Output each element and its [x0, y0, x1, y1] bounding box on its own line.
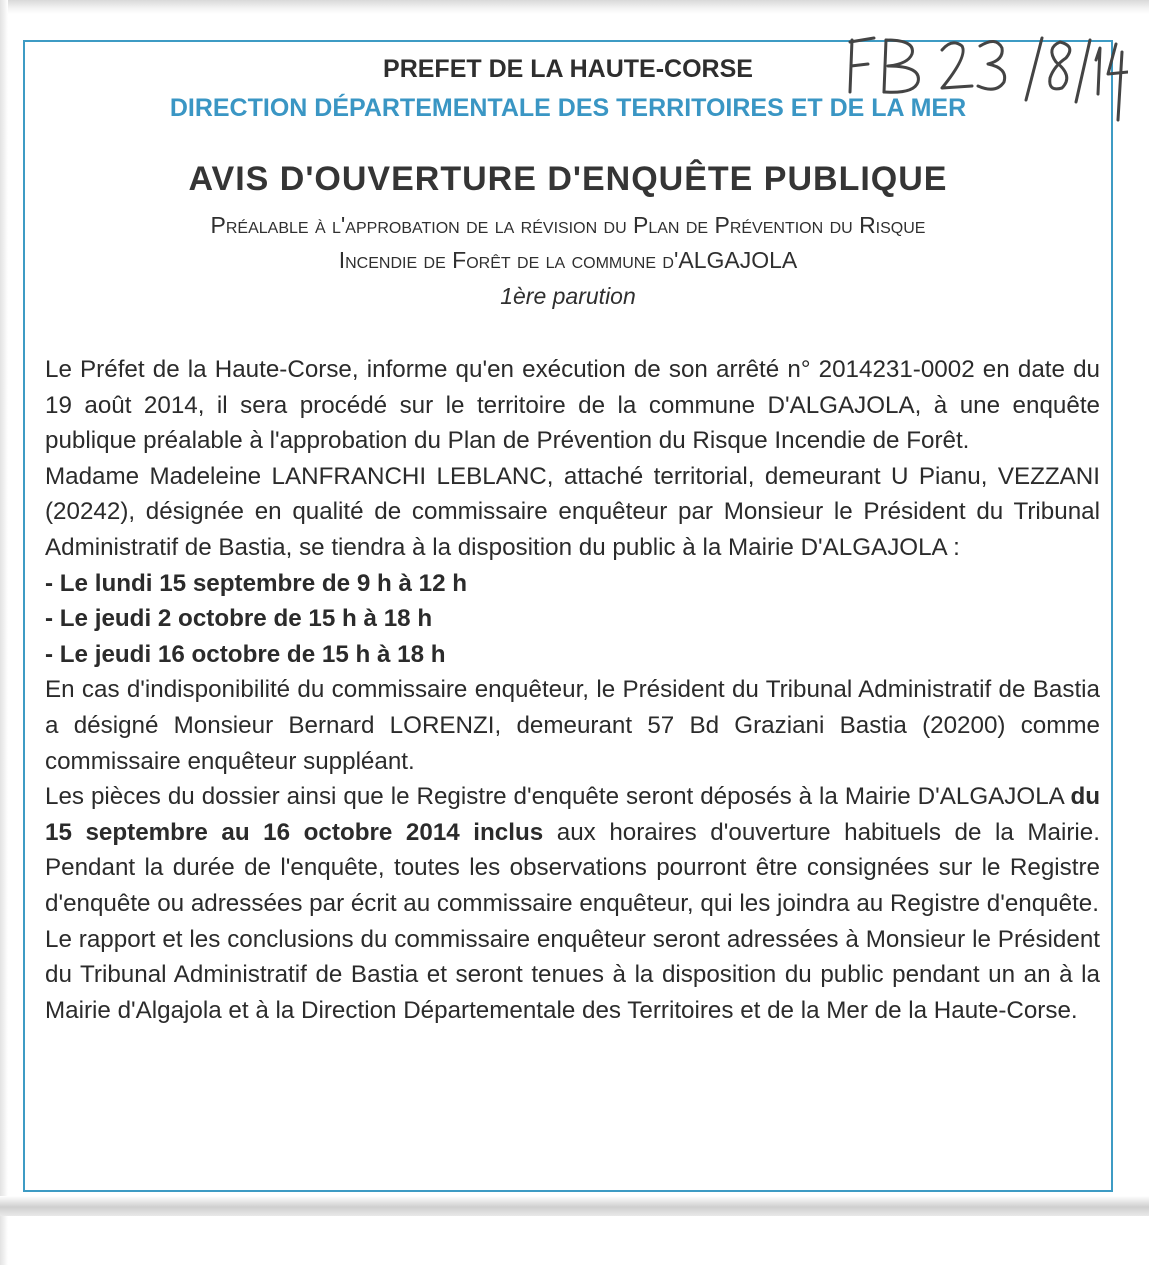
- dossier-period: du 15 septembre au 16 octobre 2014 inclus: [45, 783, 1100, 846]
- paragraph-rapport: Le rapport et les conclusions du commissaire enquêteur seront adressées à Monsieur le Président du Tribunal Administratif de Bastia et seront tenues à la disposition du public pendant un an à la Mairie d'Algajola et à la Direction Départementale des Territoires et de la Mer de la Haute-Corse.: [45, 925, 1100, 1024]
- dossier-text-start: Les pièces du dossier ainsi que le Registre d'enquête seront déposés à la Mairie D'ALGAJOLA: [45, 783, 1071, 811]
- date-line-2: - Le jeudi 2 octobre de 15 h à 18 h: [45, 605, 433, 633]
- notice-body: [45, 352, 1100, 1028]
- paragraph-commissaire: Madame Madeleine LANFRANCHI LEBLANC, attaché territorial, demeurant U Pianu, VEZZANI (20242), désignée en qualité de commissaire enquêteur par Monsieur le Président du Tribunal Administratif de Bastia, se tiendra à la disposition du public à la Mairie D'ALGAJOLA :: [45, 462, 1100, 561]
- scan-edge-top: [0, 0, 1149, 14]
- notice-title: AVIS D'OUVERTURE D'ENQUÊTE PUBLIQUE: [188, 160, 948, 198]
- scan-edge-bottom: [0, 1196, 1149, 1216]
- subtitle-line-2: Incendie de Forêt de la commune d'ALGAJOLA: [338, 247, 798, 273]
- scan-edge-left: [0, 0, 8, 1265]
- subtitle-line-1: Préalable à l'approbation de la révision du Plan de Prévention du Risque: [210, 212, 926, 238]
- paragraph-arrete: Le Préfet de la Haute-Corse, informe qu'en exécution de son arrêté n° 2014231-0002 en date du 19 août 2014, il sera procédé sur le territoire de la commune D'ALGAJOLA, à une enquête publique préalable à l'approbation du Plan de Prévention du Risque Incendie de Forêt.: [45, 356, 1100, 455]
- date-line-3: - Le jeudi 16 octobre de 15 h à 18 h: [45, 640, 446, 668]
- dossier-text-end: aux horaires d'ouverture habituels de la Mairie. Pendant la durée de l'enquête, toutes les observations pourront être consignées sur le Registre d'enquête ou adressées par écrit au commissaire enquêteur, qui les joindra au Registre d'enquête.: [45, 818, 1100, 917]
- paragraph-suppleant: En cas d'indisponibilité du commissaire enquêteur, le Président du Tribunal Administratif de Bastia a désigné Monsieur Bernard LORENZI, demeurant 57 Bd Graziani Bastia (20200) comme commissaire enquêteur suppléant.: [45, 676, 1100, 775]
- directorate-heading: DIRECTION DÉPARTEMENTALE DES TERRITOIRES ET DE LA MER: [169, 94, 967, 122]
- date-line-1: - Le lundi 15 septembre de 9 h à 12 h: [45, 569, 468, 597]
- prefecture-heading: PREFET DE LA HAUTE-CORSE: [383, 55, 753, 83]
- paragraph-dossier: [45, 779, 1100, 921]
- edition-label: 1ère parution: [500, 283, 636, 309]
